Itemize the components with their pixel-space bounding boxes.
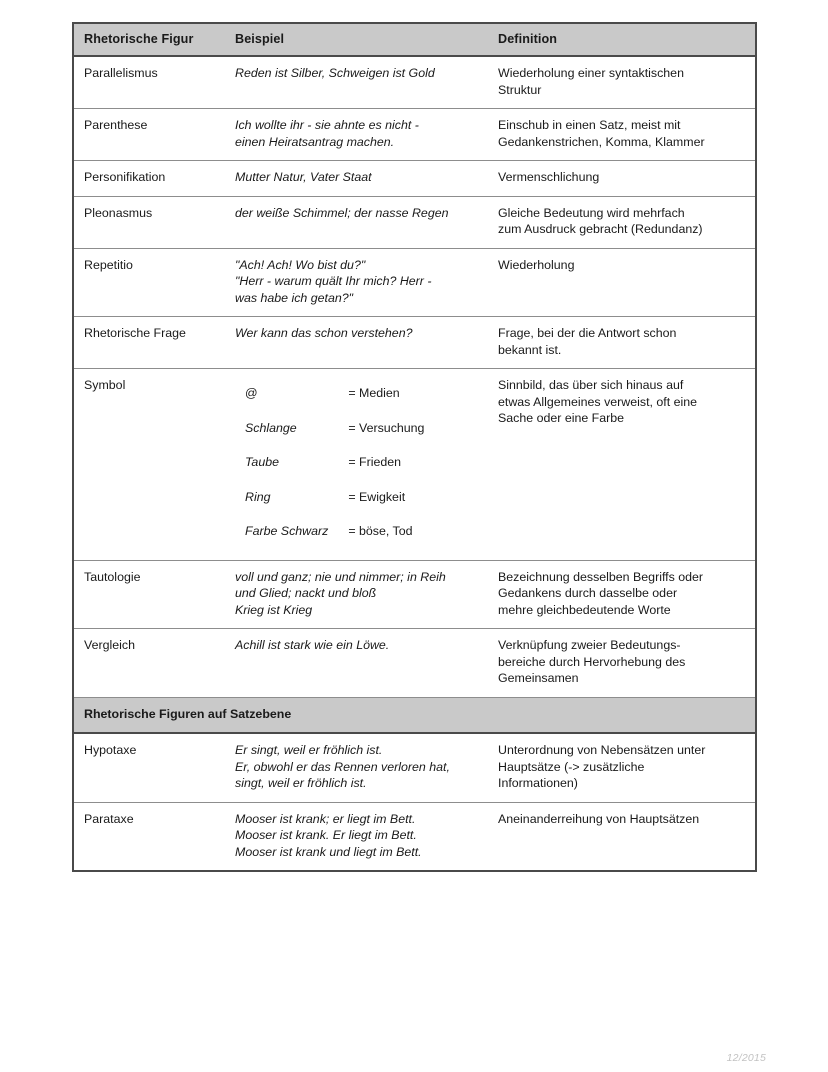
cell-term: Symbol <box>73 369 225 561</box>
text-line: Einschub in einen Satz, meist mit <box>498 118 681 132</box>
text-line: Gedankenstrichen, Komma, Klammer <box>498 134 705 149</box>
cell-definition <box>488 629 756 698</box>
text-line: Sache oder eine Farbe <box>498 411 625 425</box>
table-row <box>73 802 756 871</box>
cell-example <box>225 629 488 698</box>
text-line: Krieg ist Krieg <box>235 602 313 617</box>
column-header-term: Rhetorische Figur <box>73 23 225 56</box>
column-header-definition: Definition <box>488 23 756 56</box>
cell-term: Parallelismus <box>84 66 158 80</box>
text-line: Unterordnung von Nebensätzen unter <box>498 743 706 757</box>
cell-definition <box>488 109 756 161</box>
table-header <box>73 23 756 56</box>
text-line: Wiederholung einer syntaktischen <box>498 66 684 80</box>
text-line: zum Ausdruck gebracht (Redundanz) <box>498 222 703 236</box>
cell-term: Repetitio <box>73 248 225 317</box>
symbol-meaning: = Versuchung <box>348 420 425 435</box>
cell-definition <box>488 161 756 197</box>
table-row <box>73 109 756 161</box>
table-row <box>73 317 756 369</box>
symbol-pair-row <box>235 377 434 412</box>
cell-term: Tautologie <box>73 560 225 629</box>
symbol-meaning: = Frieden <box>348 455 402 469</box>
symbol-name: Farbe Schwarz <box>245 524 329 538</box>
cell-example <box>225 161 488 197</box>
cell-definition <box>488 560 756 629</box>
text-line: der weiße Schimmel; der nasse Regen <box>235 205 449 220</box>
text-line: Gedankens durch dasselbe oder <box>498 586 678 600</box>
text-line: Er, obwohl er das Rennen verloren hat, <box>235 759 450 774</box>
text-line: Informationen) <box>498 776 578 790</box>
text-line: Aneinanderreihung von Hauptsätzen <box>498 811 700 826</box>
cell-definition <box>488 56 756 109</box>
cell-example <box>225 196 488 248</box>
text-line: was habe ich getan?" <box>235 290 354 305</box>
cell-definition <box>488 317 756 369</box>
table-section-row <box>73 697 756 733</box>
cell-definition <box>488 802 756 871</box>
table-row <box>73 56 756 109</box>
text-line: Frage, bei der die Antwort schon <box>498 326 677 340</box>
cell-example <box>225 733 488 802</box>
symbol-pair-row <box>235 481 434 516</box>
table-body <box>73 56 756 871</box>
text-line: Gemeinsamen <box>498 671 579 685</box>
cell-example <box>225 802 488 871</box>
cell-example <box>225 369 488 561</box>
cell-term: Pleonasmus <box>73 196 225 248</box>
table-row <box>73 560 756 629</box>
symbol-name: Ring <box>245 489 271 504</box>
text-line: "Ach! Ach! Wo bist du?" <box>235 257 366 272</box>
text-line: Vermenschlichung <box>498 170 600 184</box>
text-line: Er singt, weil er fröhlich ist. <box>235 743 383 757</box>
text-line: Wer kann das schon verstehen? <box>235 326 413 340</box>
symbol-name: @ <box>245 386 258 400</box>
text-line: und Glied; nackt und bloß <box>235 586 377 600</box>
cell-term: Parenthese <box>73 109 225 161</box>
table-row <box>73 629 756 698</box>
symbol-pair-row <box>235 515 434 550</box>
table-row <box>73 248 756 317</box>
table-row <box>73 733 756 802</box>
table-row <box>73 196 756 248</box>
cell-term: Hypotaxe <box>73 733 225 802</box>
text-line: etwas Allgemeines verweist, oft eine <box>498 394 698 409</box>
table-row <box>73 369 756 561</box>
text-line: Ich wollte ihr - sie ahnte es nicht - <box>235 118 419 132</box>
text-line: Hauptsätze (-> zusätzliche <box>498 759 645 774</box>
column-header-example: Beispiel <box>225 23 488 56</box>
symbol-pair-row <box>235 446 434 481</box>
symbol-name: Schlange <box>245 420 297 435</box>
cell-term: Personifikation <box>73 161 225 197</box>
cell-definition <box>488 248 756 317</box>
page-footer: 12/2015 <box>726 1052 766 1064</box>
text-line: Wiederholung <box>498 257 575 272</box>
text-line: Struktur <box>498 82 542 97</box>
symbol-meaning: = Medien <box>348 386 400 400</box>
text-line: Gleiche Bedeutung wird mehrfach <box>498 205 685 220</box>
text-line: voll und ganz; nie und nimmer; in Reih <box>235 569 446 584</box>
cell-definition <box>488 369 756 561</box>
text-line: bereiche durch Hervorhebung des <box>498 654 686 669</box>
text-line: Bezeichnung desselben Begriffs oder <box>498 569 704 584</box>
text-line: bekannt ist. <box>498 342 562 357</box>
cell-term: Vergleich <box>73 629 225 698</box>
text-line: mehre gleichbedeutende Worte <box>498 602 671 617</box>
symbol-name: Taube <box>245 455 279 469</box>
text-line: Mutter Natur, Vater Staat <box>235 170 372 184</box>
cell-definition <box>488 733 756 802</box>
text-line: Reden ist Silber, Schweigen ist Gold <box>235 66 435 80</box>
symbol-pair-row <box>235 412 434 447</box>
cell-term: Parataxe <box>73 802 225 871</box>
symbol-meaning: = Ewigkeit <box>348 489 406 504</box>
text-line: singt, weil er fröhlich ist. <box>235 776 367 790</box>
cell-example <box>225 317 488 369</box>
cell-term: Rhetorische Frage <box>73 317 225 369</box>
cell-example <box>225 109 488 161</box>
table-header-row <box>73 23 756 56</box>
text-line: Sinnbild, das über sich hinaus auf <box>498 378 684 392</box>
text-line: Mooser ist krank. Er liegt im Bett. <box>235 828 417 842</box>
text-line: "Herr - warum quält Ihr mich? Herr - <box>235 274 432 288</box>
cell-example <box>225 56 488 109</box>
text-line: Mooser ist krank; er liegt im Bett. <box>235 811 416 826</box>
cell-example <box>225 248 488 317</box>
cell-definition <box>488 196 756 248</box>
text-line: einen Heiratsantrag machen. <box>235 134 395 149</box>
symbol-pair-list <box>235 377 434 550</box>
symbol-meaning: = böse, Tod <box>348 524 413 538</box>
text-line: Verknüpfung zweier Bedeutungs- <box>498 638 681 652</box>
section-heading: Rhetorische Figuren auf Satzebene <box>73 697 756 733</box>
rhetorical-figures-table <box>72 22 757 872</box>
text-line: Achill ist stark wie ein Löwe. <box>235 638 390 652</box>
cell-example <box>225 560 488 629</box>
text-line: Mooser ist krank und liegt im Bett. <box>235 844 422 859</box>
table-row <box>73 161 756 197</box>
